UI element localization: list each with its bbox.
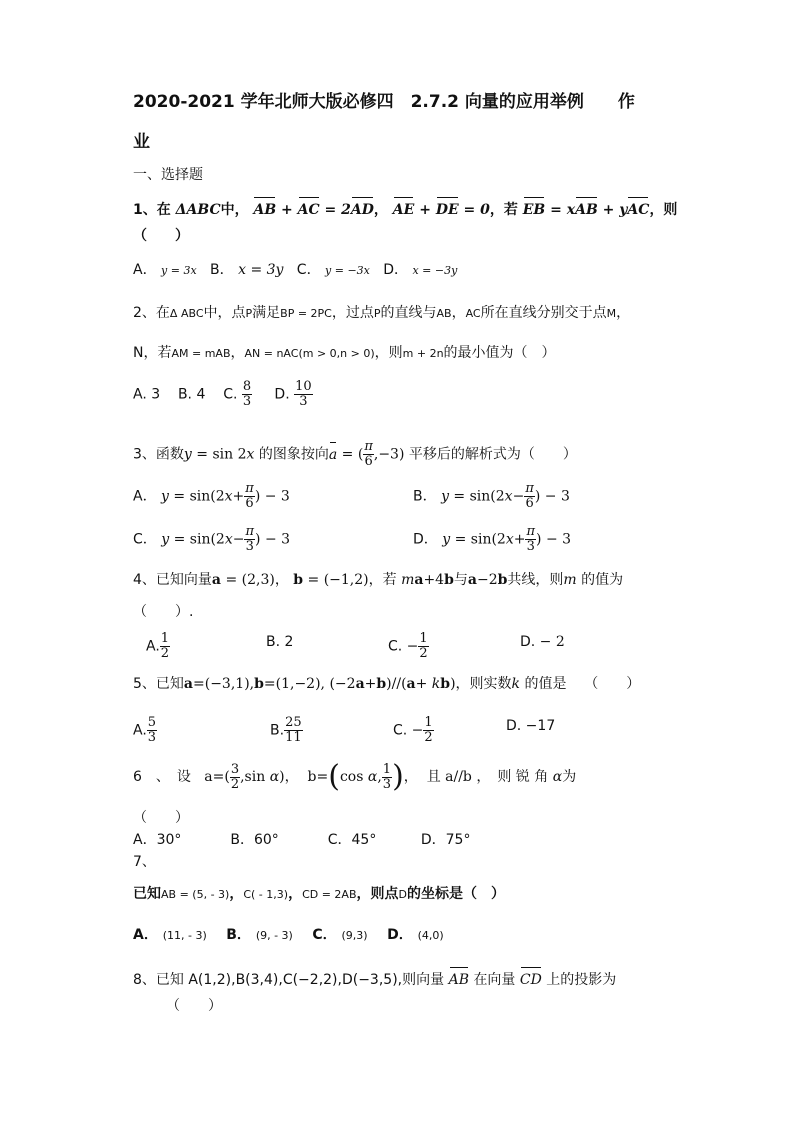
question-2-cont: N，若AM = mAB，AN = nAC(m > 0,n > 0)，则m + 2n的最小值为（ ） <box>133 345 556 361</box>
q3-option-c: C． y = sin(2x− $\frac{\pi}{3}$ ) − 3 <box>133 524 291 554</box>
question-6: 6 、 设 a=( $\frac{3}{2}$ ,sin α)， b=(cos α, $\frac{1}{3}$ )， 且 a//b ， 则 锐 角 α为 <box>133 759 577 794</box>
q6-options: A．30° B．60° C．45° D．75° <box>133 832 471 848</box>
question-8: 8、已知 A(1,2),B(3,4),C(−2,2),D(−3,5),则向量 AB 在向量 CD 上的投影为 <box>133 972 617 988</box>
doc-title-cont: 业 <box>133 132 150 152</box>
q4-option-c: C. − $\frac{1}{2}$ <box>388 631 428 661</box>
q7-options: A． (11, - 3) B． (9, - 3) C． (9,3) D． (4,0) <box>133 927 444 943</box>
q5-option-c: C. − $\frac{1}{2}$ <box>393 715 433 745</box>
q1-answer-paren: （ ） <box>133 228 189 244</box>
question-2: 2、在Δ ABC中，点P满足BP = 2PC，过点P的直线与AB，AC所在直线分别交于点M， <box>133 305 631 321</box>
question-3: 3、函数y = sin 2x 的图象按向a = ( $\frac{\pi}{6}$ ,−3) 平移后的解析式为（ ） <box>133 439 577 469</box>
q6-answer-paren: （ ） <box>133 810 189 826</box>
doc-title: 2020-2021 学年北师大版必修四 2.7.2 向量的应用举例 作 <box>133 92 635 112</box>
question-4: 4、已知向量a = (2,3)， b = (−1,2)，若 ma+4b与a−2b共线，则m 的值为 <box>133 572 624 588</box>
q3-option-a: A． y = sin(2x+ $\frac{\pi}{6}$ ) − 3 <box>133 481 290 511</box>
q8-answer-paren: （ ） <box>166 998 222 1014</box>
section-heading: 一、选择题 <box>133 167 203 183</box>
question-5: 5、已知a=(−3,1),b=(1,−2), (−2a+b)//(a+ kb)，则实数k 的值是 （ ） <box>133 676 641 692</box>
q5-option-d: D. −17 <box>506 718 556 734</box>
q4-option-a: A. $\frac{1}{2}$ <box>146 631 170 661</box>
question-1: 1、在 ΔABC中， AB + AC = 2AD， AE + DE = 0，若 EB = xAB + yAC，则 <box>133 202 678 218</box>
q4-option-b: B. 2 <box>266 634 294 650</box>
q5-option-b: B. $\frac{25}{11}$ <box>270 715 302 745</box>
question-7: 已知AB = (5, - 3)，C( - 1,3)，CD = 2AB，则点D的坐标是（ ） <box>133 886 505 902</box>
q1-options: A． y = 3x B． x = 3y C． y = −3x D． x = −3y <box>133 262 458 278</box>
q4-answer-paren: （ ）. <box>133 604 194 620</box>
q2-options: A. 3 B. 4 C. $\frac{8}{3}$ D. $\frac{10}{3}$ <box>133 379 312 409</box>
question-7-number: 7、 <box>133 854 156 870</box>
q5-option-a: A. $\frac{5}{3}$ <box>133 715 157 745</box>
q3-option-b: B． y = sin(2x− $\frac{\pi}{6}$ ) − 3 <box>413 481 570 511</box>
q3-option-d: D． y = sin(2x+ $\frac{\pi}{3}$ ) − 3 <box>413 524 572 554</box>
q4-option-d: D. − 2 <box>520 634 565 650</box>
